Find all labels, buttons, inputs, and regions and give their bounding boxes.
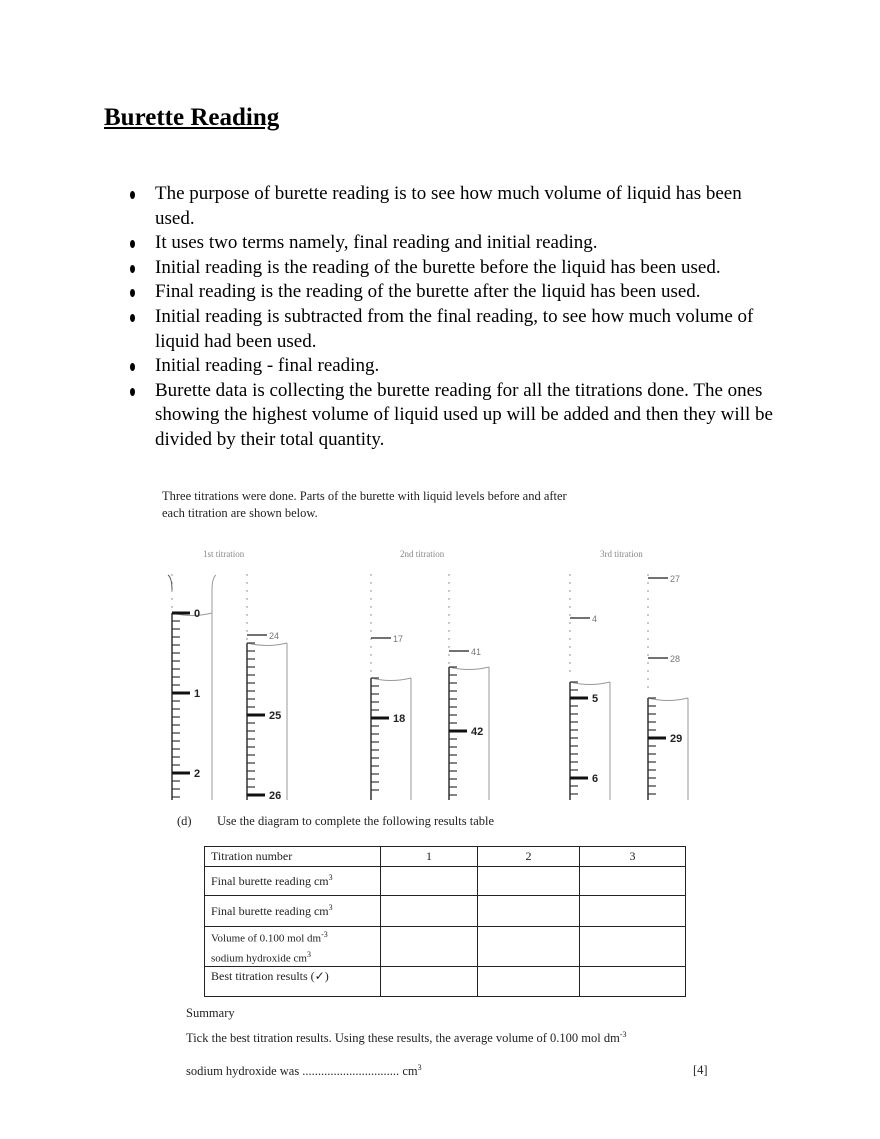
intro-line: each titration are shown below. (162, 506, 318, 520)
summary-heading: Summary (186, 1006, 235, 1020)
summary-text: Tick the best titration results. Using these results, the average volume of 0.100 mol dm (186, 1031, 620, 1046)
scale-dot (171, 590, 172, 591)
answer-cell[interactable] (478, 927, 580, 967)
scale-dot (569, 638, 570, 639)
scale-dot (246, 598, 247, 599)
scale-dot (370, 622, 371, 623)
tick-label: 4 (592, 614, 598, 624)
tick-label: 0 (194, 608, 201, 620)
scale-dot (370, 606, 371, 607)
bullet-text: Initial reading - final reading. (155, 355, 380, 377)
scale-dot (171, 574, 172, 575)
scale-dot (448, 606, 449, 607)
tick-label: 25 (269, 710, 282, 722)
scale-dot (647, 646, 648, 647)
scale-dot (246, 590, 247, 591)
tube-wall (212, 575, 216, 800)
part-d-instruction (177, 814, 494, 829)
marks-label: [4] (693, 1063, 708, 1077)
scale-dot (647, 574, 648, 575)
table-row (205, 927, 686, 967)
row-label-text: sodium hydroxide cm (211, 952, 307, 965)
scale-dot (448, 598, 449, 599)
tick-label: 26 (269, 790, 282, 802)
summary-answer-line (186, 1063, 422, 1079)
scale-dot (370, 614, 371, 615)
scale-dot (370, 630, 371, 631)
bullet-text: It uses two terms namely, final reading and initial reading. (155, 232, 598, 254)
part-text: Use the diagram to complete the following results table (217, 814, 495, 828)
unit-sup: 3 (306, 949, 311, 959)
scale-dot (246, 622, 247, 623)
table-row (205, 967, 686, 997)
scale-dot (171, 598, 172, 599)
scale-dot (448, 654, 449, 655)
table-row (205, 867, 686, 896)
scale-dot (647, 614, 648, 615)
answer-cell[interactable] (381, 927, 478, 967)
scale-dot (647, 606, 648, 607)
scale-dot (448, 638, 449, 639)
header-cell: 1 (381, 847, 478, 867)
scale-dot (370, 598, 371, 599)
scale-dot (647, 670, 648, 671)
scale-dot (448, 646, 449, 647)
unit-sup: 3 (328, 903, 333, 912)
tick-cell[interactable] (580, 967, 686, 997)
scale-dot (647, 638, 648, 639)
scale-dot (448, 590, 449, 591)
tick-label: 6 (592, 773, 599, 785)
bullet-text: Initial reading is subtracted from the final reading, to see how much volume of liquid had been used. (155, 305, 754, 352)
scale-dot (370, 574, 371, 575)
scale-dot (647, 622, 648, 623)
row-label (205, 927, 381, 967)
scale-dot (647, 662, 648, 663)
tick-label: 41 (471, 647, 482, 657)
page-title: Burette Reading (104, 104, 280, 131)
unit-sup: 3 (328, 873, 333, 882)
scale-dot (569, 654, 570, 655)
scale-dot (569, 662, 570, 663)
answer-cell[interactable] (580, 867, 686, 896)
table-row (205, 896, 686, 927)
scale-dot (448, 622, 449, 623)
bullet-text: Burette data is collecting the burette reading for all the titrations done. The ones showing the highest volume of liquid used up will be added and then they will be divided by their total quantity. (155, 379, 773, 450)
scale-dot (647, 630, 648, 631)
tick-label: 1 (194, 688, 201, 700)
scale-dot (171, 606, 172, 607)
titration-label-1: 1st titration (203, 549, 245, 559)
scale-dot (246, 614, 247, 615)
unit: cm (402, 1064, 418, 1079)
row-label-text: Final burette reading cm (211, 904, 329, 918)
scale-dot (569, 574, 570, 575)
scale-dot (569, 606, 570, 607)
scale-dot (647, 678, 648, 679)
bullet-text: The purpose of burette reading is to see how much volume of liquid has been used. (155, 183, 742, 229)
scale-dot (246, 574, 247, 575)
bullet-text: Final reading is the reading of the burette after the liquid has been used. (155, 281, 701, 303)
scale-dot (647, 590, 648, 591)
intro-line: Three titrations were done. Parts of the burette with liquid levels before and after (162, 489, 567, 503)
scale-dot (647, 582, 648, 583)
tick-label: 18 (393, 713, 406, 725)
scale-dot (246, 630, 247, 631)
scale-dot (370, 582, 371, 583)
scale-dot (448, 582, 449, 583)
scale-dot (370, 662, 371, 663)
tick-label: 24 (269, 631, 280, 641)
row-label (205, 896, 381, 927)
summary-line (186, 1030, 627, 1046)
part-label: (d) (177, 814, 192, 828)
row-label (205, 867, 381, 896)
tick-label: 28 (670, 654, 681, 664)
scale-dot (569, 622, 570, 623)
answer-cell[interactable] (381, 896, 478, 927)
header-cell: 3 (580, 847, 686, 867)
scale-dot (448, 662, 449, 663)
scale-dot (370, 654, 371, 655)
header-cell: Titration number (205, 847, 381, 867)
table-header-row (205, 847, 686, 867)
scale-dot (448, 574, 449, 575)
titration-label-3: 3rd titration (600, 549, 643, 559)
tick-label: 5 (592, 693, 599, 705)
unit-sup: -3 (619, 1030, 627, 1039)
scale-dot (448, 630, 449, 631)
titration-label-2: 2nd titration (400, 549, 445, 559)
bullet-text: Initial reading is the reading of the burette before the liquid has been used. (155, 256, 721, 278)
scale-dot (370, 646, 371, 647)
scale-dot (448, 614, 449, 615)
tick-label: 42 (471, 726, 484, 738)
answer-cell[interactable] (478, 867, 580, 896)
scale-dot (569, 630, 570, 631)
row-label-text: Final burette reading cm (211, 874, 329, 888)
answer-cell[interactable] (580, 896, 686, 927)
scale-dot (569, 590, 570, 591)
tick-label: 2 (194, 768, 201, 780)
scale-dot (569, 646, 570, 647)
answer-blank[interactable]: sodium hydroxide was ............................... (186, 1064, 400, 1079)
scale-dot (246, 638, 247, 639)
tick-cell[interactable] (478, 967, 580, 997)
answer-cell[interactable] (478, 896, 580, 927)
tick-cell[interactable] (381, 967, 478, 997)
tick-label: 17 (393, 634, 404, 644)
tube-top (168, 575, 172, 590)
unit-sup: 3 (417, 1063, 422, 1072)
row-label: Best titration results (✓) (205, 967, 381, 997)
unit-sup: -3 (321, 930, 328, 939)
scale-dot (370, 590, 371, 591)
row-label-text: Volume of 0.100 mol dm (211, 932, 322, 945)
scale-dot (246, 606, 247, 607)
scale-dot (569, 598, 570, 599)
header-cell: 2 (478, 847, 580, 867)
answer-cell[interactable] (580, 927, 686, 967)
answer-cell[interactable] (381, 867, 478, 896)
tick-label: 27 (670, 574, 681, 584)
scale-dot (246, 582, 247, 583)
tick-label: 29 (670, 733, 683, 745)
scale-dot (647, 654, 648, 655)
scale-dot (569, 614, 570, 615)
scale-dot (569, 582, 570, 583)
scale-dot (647, 686, 648, 687)
scale-dot (647, 598, 648, 599)
scale-dot (569, 670, 570, 671)
scale-dot (370, 670, 371, 671)
results-table (204, 846, 686, 997)
